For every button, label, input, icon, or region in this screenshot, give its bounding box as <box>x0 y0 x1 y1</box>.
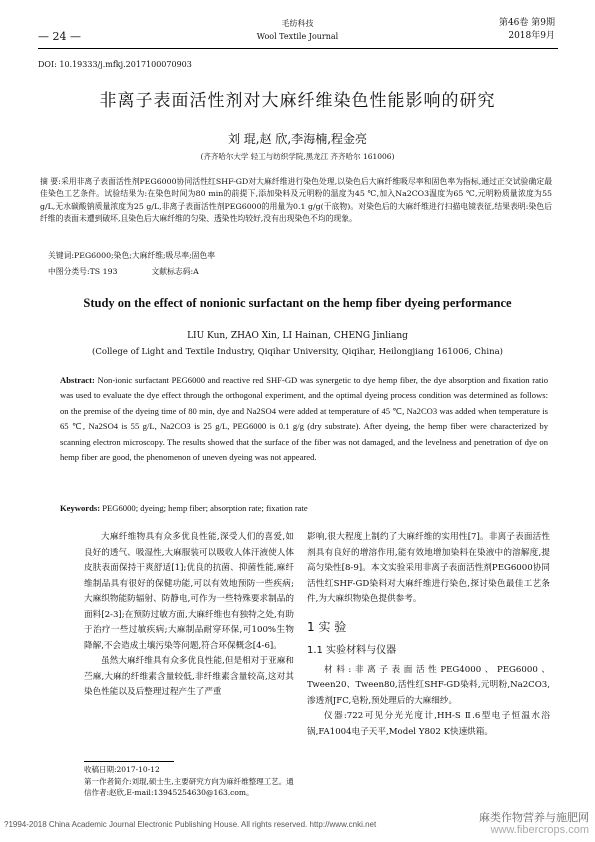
issue-volume: 第46卷 第9期 <box>498 18 555 28</box>
affiliation-en: (College of Light and Textile Industry, Qiqihar University, Qiqihar, Heilongjiang 161006, China) <box>92 347 503 357</box>
title-cn: 非离子表面活性剂对大麻纤维染色性能影响的研究 <box>99 91 496 111</box>
body-paragraph: 材料:非离子表面活性PEG4000、PEG6000、Tween20、Tween80,活性红SHF-GD染料,元明粉,Na2CO3,渗透剂JFC,皂粉,预处理后的大麻细纱。 <box>307 664 550 706</box>
abstract-cn <box>40 176 552 226</box>
section-heading: 1 实 验 <box>307 619 347 634</box>
subsection-heading: 1.1 实验材料与仪器 <box>307 645 397 656</box>
watermark-cn: 麻类作物营养与施肥网 <box>479 812 589 824</box>
footnote-divider <box>84 761 174 762</box>
issue-date: 2018年9月 <box>508 31 555 41</box>
abstract-en-label: Abstract: <box>60 375 95 385</box>
keywords-en <box>60 503 308 513</box>
watermark <box>479 812 589 836</box>
keywords-en-label: Keywords: <box>60 503 101 513</box>
keywords-cn: 关键词:PEG6000;染色;大麻纤维;吸尽率;固色率 <box>48 251 216 260</box>
received-date: 收稿日期:2017-10-12 <box>84 765 160 774</box>
watermark-url: www.fibercrops.com <box>490 824 589 836</box>
body-paragraph: 虽然大麻纤维具有众多优良性能,但是相对于亚麻和苎麻,大麻的纤维素含量较低,非纤维素含量较高,这对其染色性能以及后整理过程产生了严重 <box>84 656 294 697</box>
header-divider <box>38 48 558 49</box>
authors-cn: 刘 琨,赵 欣,李海楠,程金亮 <box>227 132 368 146</box>
abstract-en-text: Non-ionic surfactant PEG6000 and reactive red SHF-GD was synergetic to dye hemp fiber, the dye absorption and fixation ratio was used to evaluate the dye effect through the orthogonal experiment, and the optimal dyeing process condition was determined as follows: on the premise of the dyeing time of 80 min, dye and Na2SO4 were added at temperature of 45 ℃, Na2CO3 was added when temperature is 65 ℃, Na2SO4 is 55 g/L, Na2CO3 is 25 g/L, PEG6000 is 0.1 g/g (dry substrate). After dyeing, the hemp fiber were characterized by scanning electron microscopy. The results showed that the surface of the fiber was not damaged, and the levelness and penetration of dye on hemp fiber are good, the phenomenon of uneven dyeing was not appeared. <box>60 375 548 463</box>
page-number: — 24 — <box>38 30 81 43</box>
journal-name-en: Wool Textile Journal <box>256 32 339 41</box>
body-column-right <box>307 530 550 740</box>
body-paragraph: 影响,很大程度上制约了大麻纤维的实用性[7]。非离子表面活性剂具有良好的增溶作用,能有效地增加染料在染液中的溶解度,提高匀染性[8-9]。本文实验采用非离子表面活性剂PEG6000协同活性红SHF-GD染料对大麻纤维进行染色,探讨染色最佳工艺条件,为大麻织物染色提供参考。 <box>307 532 550 604</box>
affiliation-cn: (齐齐哈尔大学 轻工与纺织学院,黑龙江 齐齐哈尔 161006) <box>200 152 395 161</box>
copyright-footer: ?1994-2018 China Academic Journal Electronic Publishing House. All rights reserved. http://www.cnki.net <box>4 820 377 829</box>
footnote <box>84 764 296 799</box>
classification-cn <box>48 266 233 277</box>
issue-info <box>499 17 555 43</box>
title-en: Study on the effect of nonionic surfactant on the hemp fiber dyeing performance <box>83 296 512 310</box>
doi[interactable]: DOI: 10.19333/j.mfkj.2017100070903 <box>38 60 192 69</box>
abstract-cn-label: 摘 要: <box>40 177 61 186</box>
body-column-left <box>84 530 294 701</box>
clc-number: 中图分类号:TS 193 <box>48 267 118 276</box>
abstract-en <box>60 373 548 465</box>
author-note: 第一作者简介:刘琨,硕士生,主要研究方向为麻纤维整理工艺。通信作者:赵欣,E-mail:13945254630@163.com。 <box>84 776 294 797</box>
authors-en: LIU Kun, ZHAO Xin, LI Hainan, CHENG Jinliang <box>187 331 408 341</box>
body-paragraph: 大麻纤维物具有众多优良性能,深受人们的喜爱,如良好的透气、吸湿性,大麻服装可以吸收人体汗液使人体皮肤表面保持干爽舒适[1];优良的抗菌、抑菌性能,麻纤维制品具有很好的保健功能,可以有效地预防一些疾病;大麻织物能防辐射、防静电,可作为一些特殊要求制品的面料[2-3];在预防过敏方面,大麻纤维也有独特之处,有助于治疗一些过敏疾病;大麻制品耐穿环保,可100%生物降解,不会造成土壤污染等问题,符合环保概念[4-6]。 <box>84 532 294 651</box>
abstract-cn-text: 采用非离子表面活性剂PEG6000协同活性红SHF-GD对大麻纤维进行染色处理,以染色后大麻纤维吸尽率和固色率为指标,通过正交试验确定最佳染色工艺条件。试验结果为:在染色时间为80 min的前提下,添加染料及元明粉的温度为45 ℃,加入Na2CO3温度为65 ℃,元明粉质量浓度为55 g/L,无水碳酸钠质量浓度为25 g/L,非离子表面活性剂PEG6000的用量为0.1 g/g(干底物)。对染色后的大麻纤维进行扫描电镜表征,结果表明:染色后纤维的表面未遭到破坏,且染色后大麻纤维的匀染、透染性均较好,没有出现染色不均的现象。 <box>40 177 552 224</box>
keywords-en-text: PEG6000; dyeing; hemp fiber; absorption rate; fixation rate <box>102 503 308 513</box>
journal-name-cn: 毛纺科技 <box>281 19 314 28</box>
doc-code: 文献标志码:A <box>151 267 199 276</box>
body-paragraph: 仪器:722可见分光光度计,HH-S Ⅱ.6型电子恒温水浴锅,FA1004电子天平,Model Y802 K快速烘箱。 <box>307 711 550 737</box>
